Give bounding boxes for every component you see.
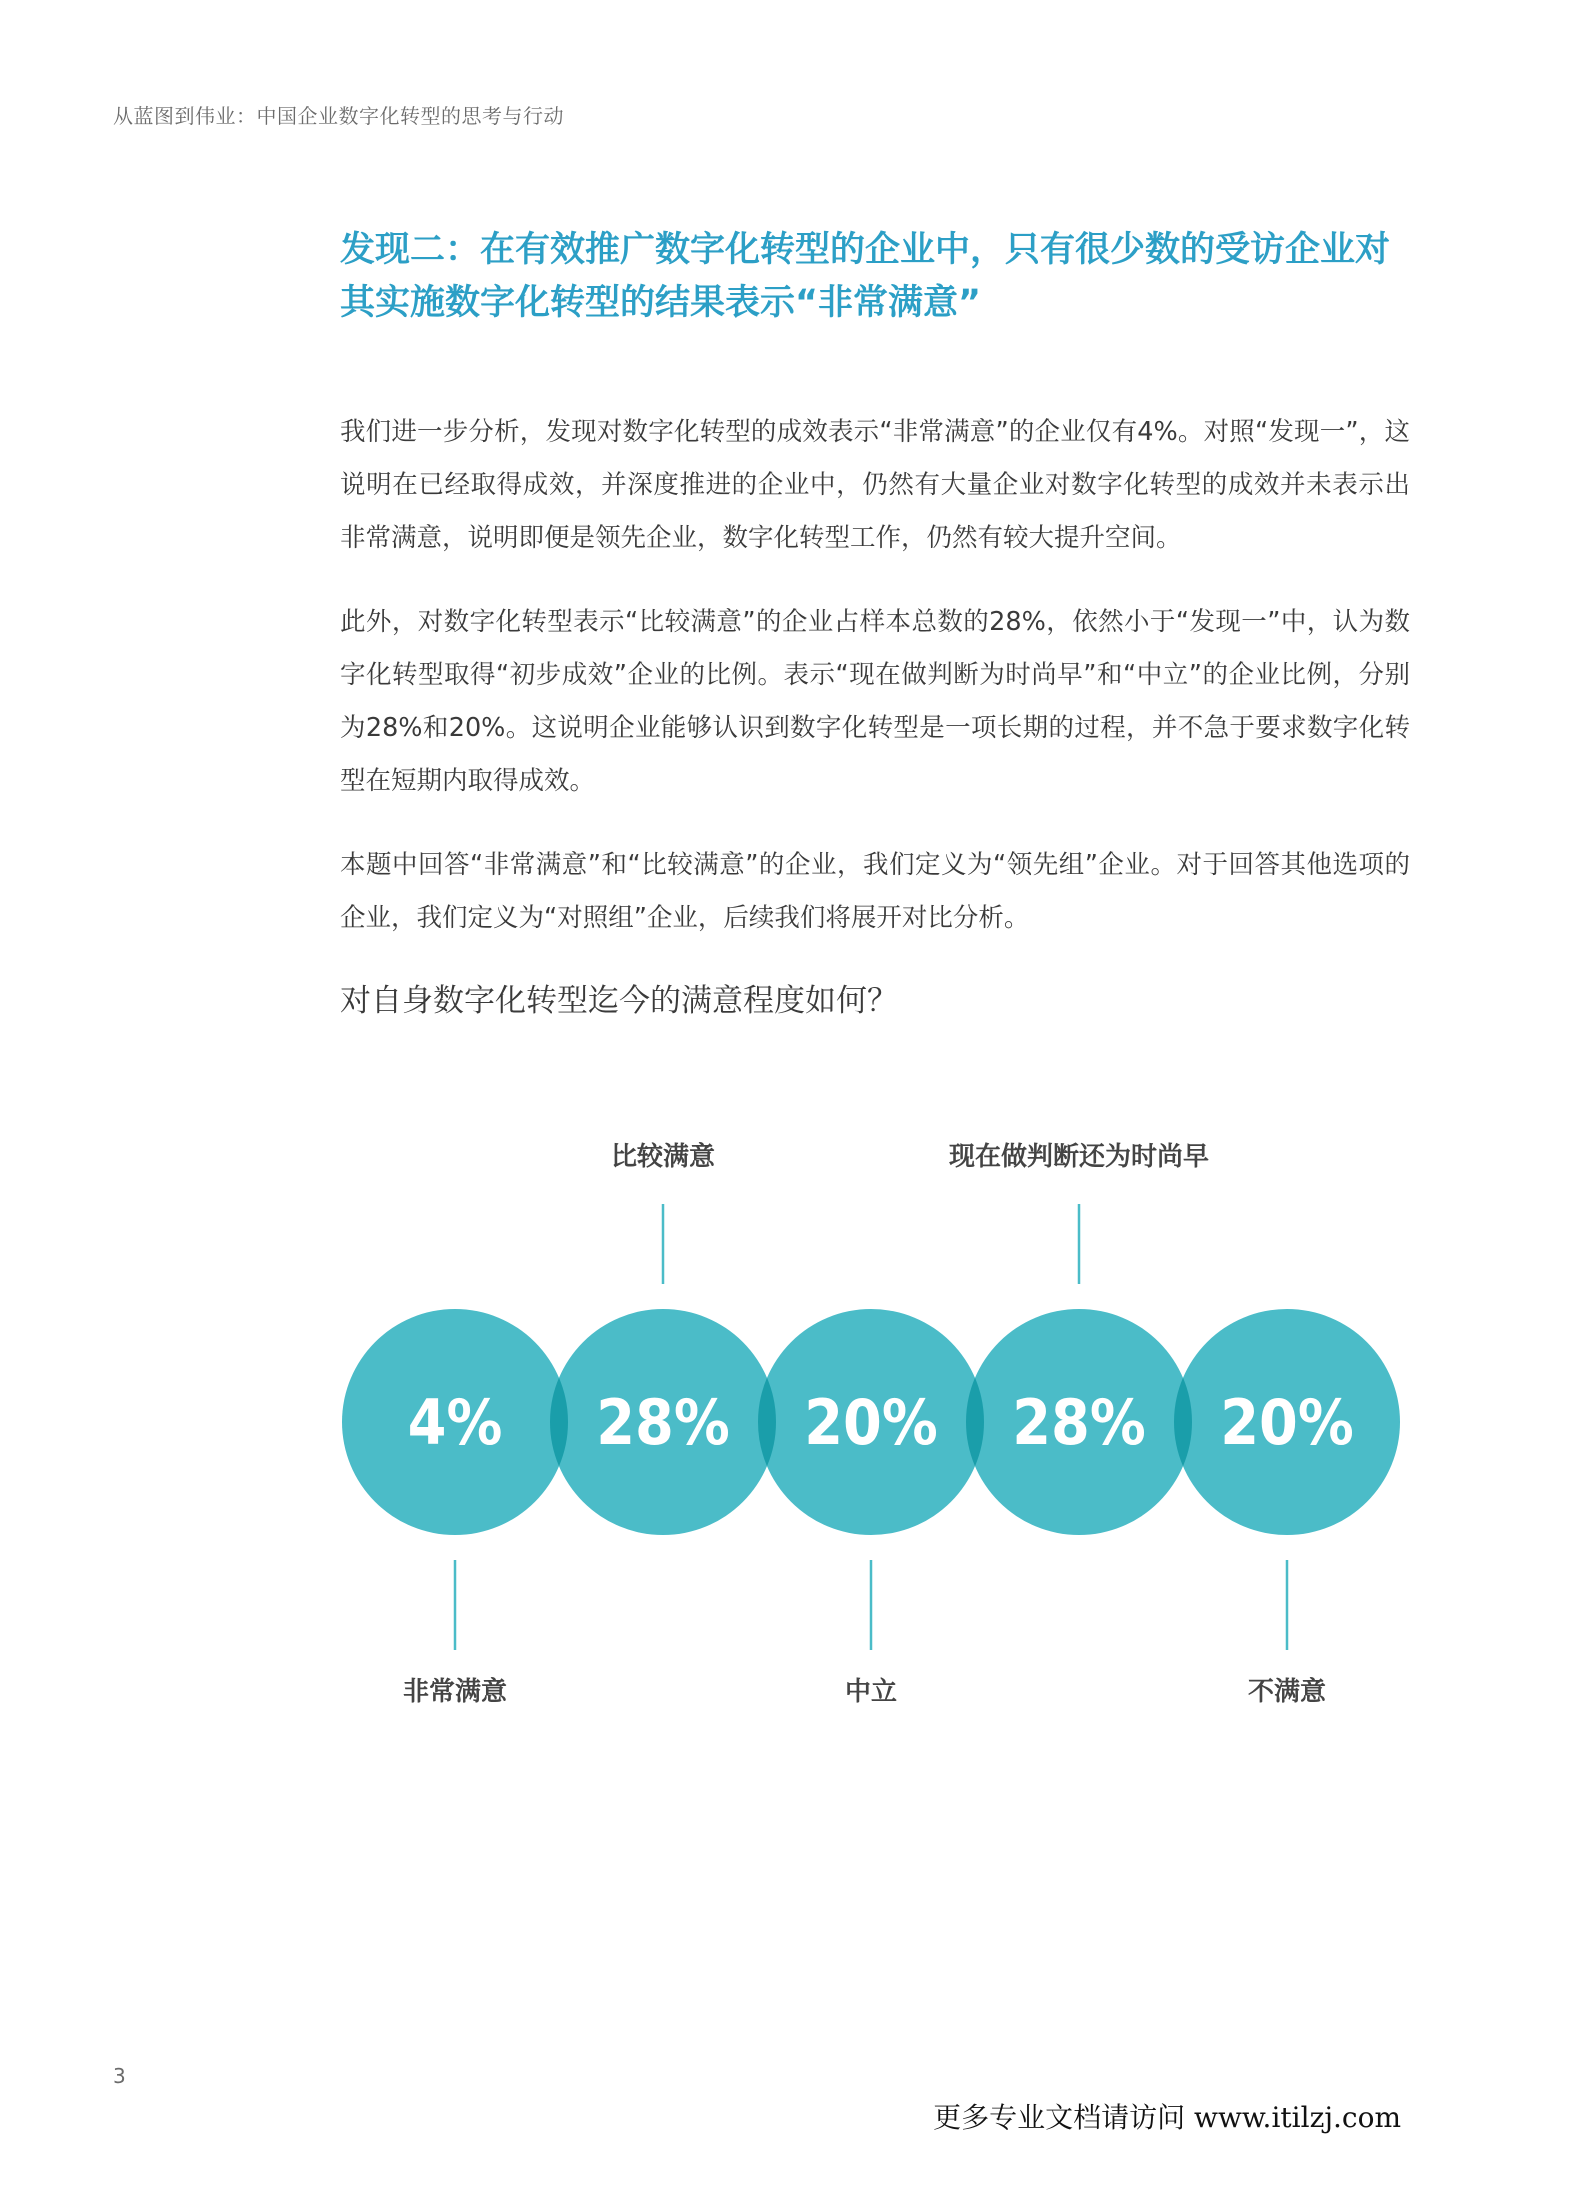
paragraph-2: 此外，对数字化转型表示“比较满意”的企业占样本总数的28%，依然小于“发现一”中，认为数字化转型取得“初步成效”企业的比例。表示“现在做判断为时尚早”和“中立”的企业比例，分别为28%和20%。这说明企业能够认识到数字化转型是一项长期的过程，并不急于要求数字化转型在短期内取得成效。 [340,607,1410,796]
footer-note: 更多专业文档请访问 www.itilzj.com [933,2101,1401,2134]
category-label-5: 不满意 [1247,1677,1327,1707]
page-number: 3 [113,2064,126,2088]
running-header: 从蓝图到伟业：中国企业数字化转型的思考与行动 [113,104,564,128]
chart-question: 对自身数字化转型迄今的满意程度如何？ [340,983,898,1019]
paragraph-3: 本题中回答“非常满意”和“比较满意”的企业，我们定义为“领先组”企业。对于回答其他选项的企业，我们定义为“对照组”企业，后续我们将展开对比分析。 [340,850,1410,933]
category-label-2: 比较满意 [610,1142,716,1172]
category-label-1: 非常满意 [402,1677,508,1707]
value-label-1: 4% [407,1386,503,1459]
category-label-3: 中立 [844,1677,898,1707]
section-heading: 发现二：在有效推广数字化转型的企业中，只有很少数的受访企业对其实施数字化转型的结果表示“非常满意” [340,230,1391,323]
value-label-5: 20% [1220,1386,1354,1459]
paragraph-1: 我们进一步分析，发现对数字化转型的成效表示“非常满意”的企业仅有4%。对照“发现一”，这说明在已经取得成效，并深度推进的企业中，仍然有大量企业对数字化转型的成效并未表示出非常满意，说明即便是领先企业，数字化转型工作，仍然有较大提升空间。 [340,417,1410,553]
value-label-3: 20% [804,1386,938,1459]
value-label-2: 28% [596,1386,730,1459]
category-label-4: 现在做判断还为时尚早 [948,1142,1210,1172]
value-label-4: 28% [1012,1386,1146,1459]
